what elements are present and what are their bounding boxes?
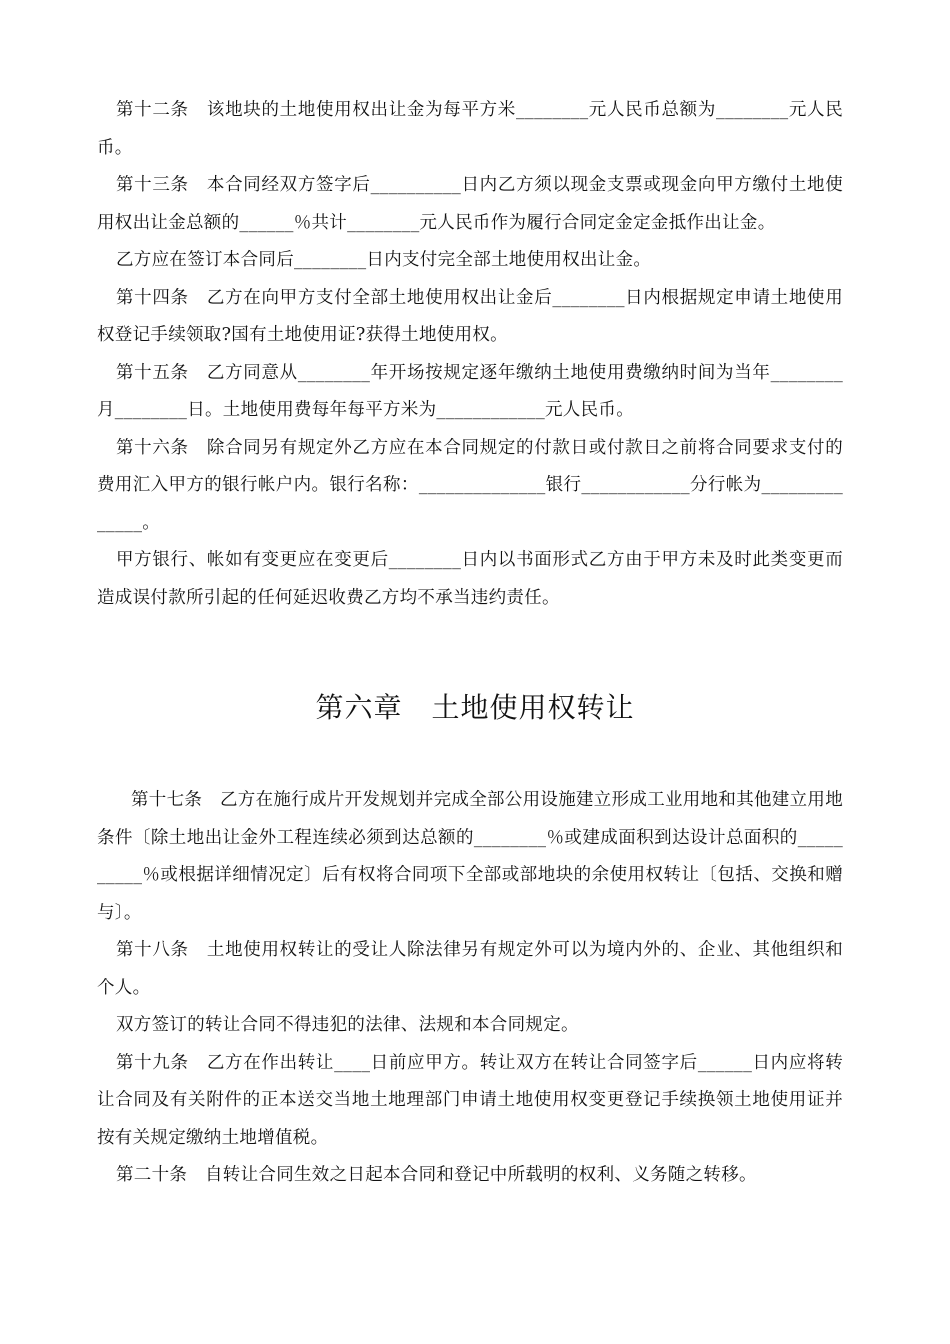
article-13-payment-note: 乙方应在签订本合同后________日内支付完全部土地使用权出让金。 [116, 250, 652, 270]
section-before-chapter [97, 92, 843, 617]
article-13: 第十三条 本合同经双方签字后__________日内乙方须以现金支票或现金向甲方缴付土地使用权出让金总额的______％共计________元人民币作为履行合同定金定金抵作出让金。 [97, 175, 843, 233]
article-18: 第十八条 土地使用权转让的受让人除法律另有规定外可以为境内外的、企业、其他组织和个人。 [97, 940, 843, 998]
article-20: 第二十条 自转让合同生效之日起本合同和登记中所载明的权利、义务随之转移。 [116, 1165, 757, 1185]
article-12: 第十二条 该地块的土地使用权出让金为每平方米________元人民币总额为________元人民币。 [97, 100, 843, 158]
article-18-contract-note: 双方签订的转让合同不得违犯的法律、法规和本合同规定。 [116, 1015, 579, 1035]
article-15: 第十五条 乙方同意从________年开场按规定逐年缴纳土地使用费缴纳时间为当年________月________日。土地使用费每年每平方米为____________元人民币。 [97, 362, 843, 420]
article-19: 第十九条 乙方在作出转让____日前应甲方。转让双方在转让合同签字后______日内应将转让合同及有关附件的正本送交当地土地理部门申请土地使用权变更登记手续换领土地使用证并按有关规定缴纳土地增值税。 [97, 1052, 843, 1148]
article-14: 第十四条 乙方在向甲方支付全部土地使用权出让金后________日内根据规定申请土地使用权登记手续领取?国有土地使用证?获得土地使用权。 [97, 287, 843, 345]
chapter-heading: 第六章 土地使用权转让 [315, 691, 635, 724]
article-16-bank-change-note: 甲方银行、帐如有变更应在变更后________日内以书面形式乙方由于甲方未及时此类变更而造成误付款所引起的任何延迟收费乙方均不承当违约责任。 [97, 550, 843, 608]
article-16: 第十六条 除合同另有规定外乙方应在本合同规定的付款日或付款日之前将合同要求支付的费用汇入甲方的银行帐户内。银行名称：______________银行____________分行帐为______________。 [97, 437, 843, 533]
article-17: 第十七条 乙方在施行成片开发规划并完成全部公用设施建立形成工业用地和其他建立用地条件〔除土地出让金外工程连续必须到达总额的________％或建成面积到达设计总面积的__________％或根据详细情况定〕后有权将合同项下全部或部地块的余使用权转让〔包括、交换和赠与〕。 [97, 790, 843, 923]
section-after-chapter [97, 782, 843, 1195]
